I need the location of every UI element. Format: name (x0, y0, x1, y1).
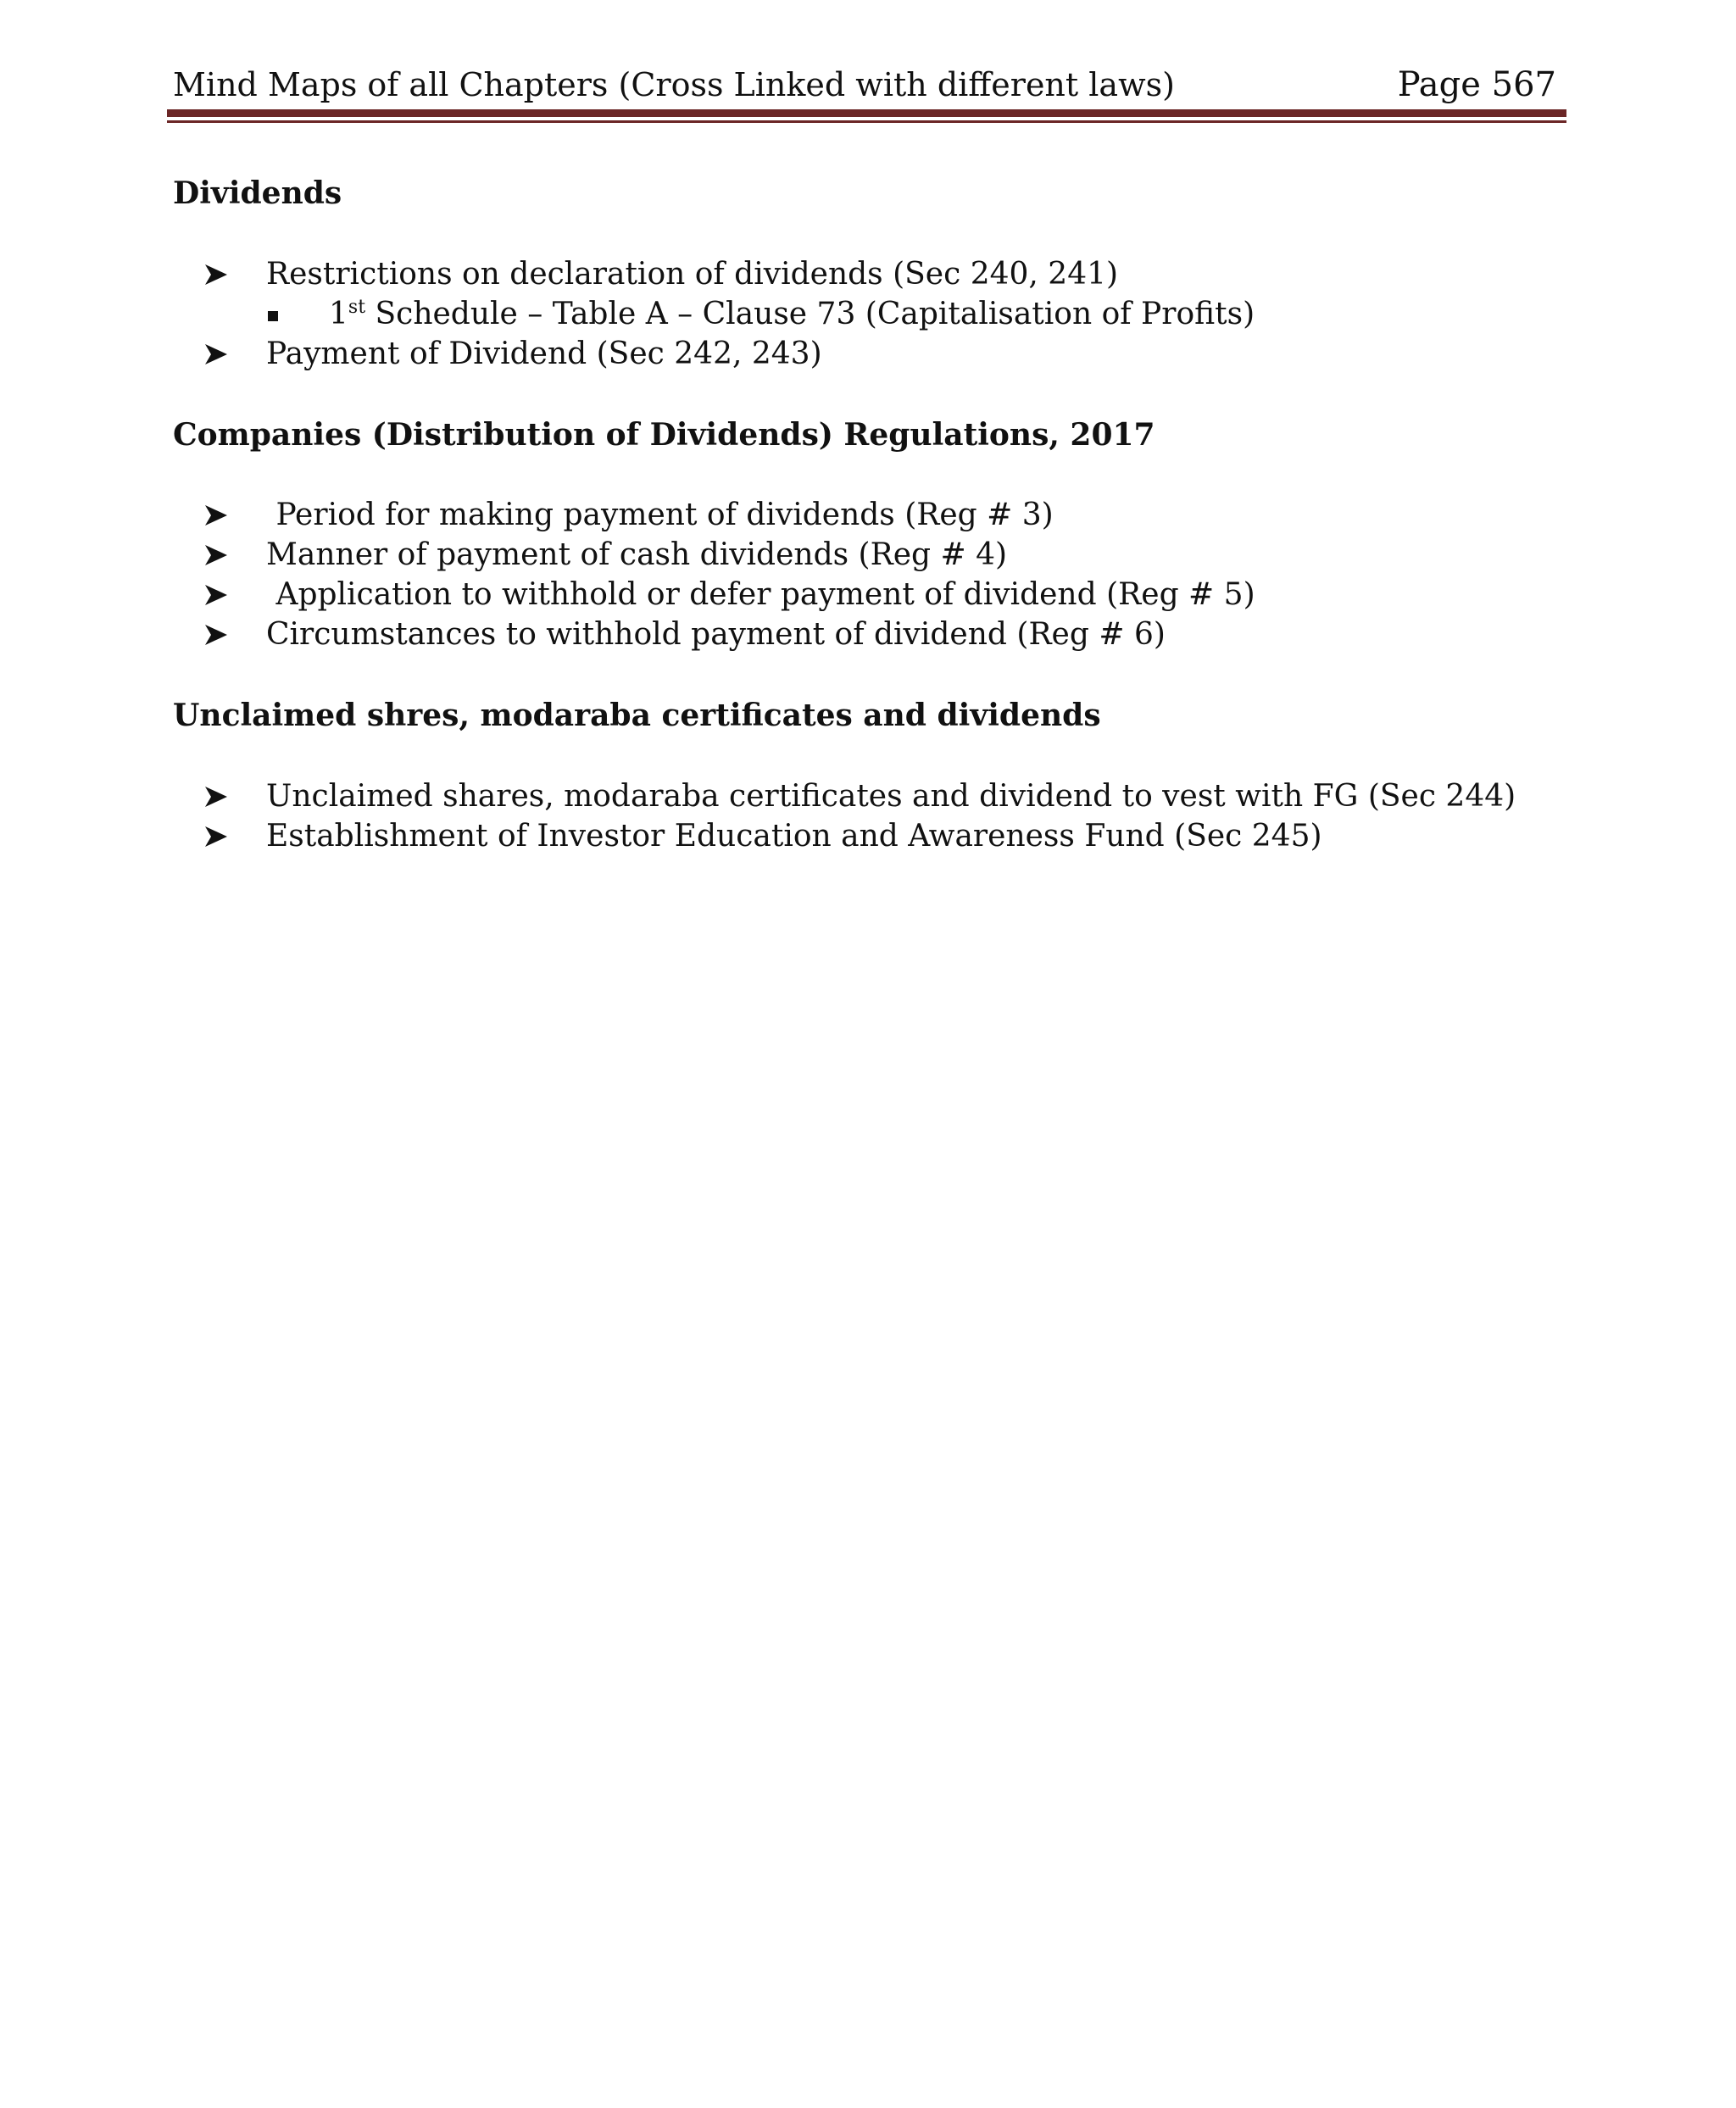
arrow-bullet-icon (203, 583, 229, 607)
header-page-number: Page 567 (1397, 65, 1556, 104)
arrow-bullet-icon (203, 263, 229, 286)
square-bullet-icon (268, 311, 278, 321)
arrow-bullet-icon (203, 342, 229, 366)
section-heading-unclaimed: Unclaimed shres, modaraba certificates and dividends (173, 698, 1101, 733)
section-heading-regulations: Companies (Distribution of Dividends) Regulations, 2017 (173, 417, 1155, 453)
list-item-text: Period for making payment of dividends (Reg # 3) (266, 498, 1054, 532)
arrow-bullet-icon (203, 785, 229, 809)
arrow-bullet-icon (203, 503, 229, 527)
section-heading-dividends: Dividends (173, 175, 342, 211)
list-item-text: Application to withhold or defer payment of dividend (Reg # 5) (266, 577, 1255, 612)
header-title: Mind Maps of all Chapters (Cross Linked with different laws) (173, 66, 1175, 103)
header-rule-thick (167, 109, 1566, 117)
list-item-text: Establishment of Investor Education and Awareness Fund (Sec 245) (266, 819, 1322, 854)
list-item-text: Circumstances to withhold payment of dividend (Reg # 6) (266, 617, 1166, 652)
list-item-text: Payment of Dividend (Sec 242, 243) (266, 337, 822, 371)
sub-list-item-text: 1st Schedule – Table A – Clause 73 (Capitalisation of Profits) (329, 297, 1255, 331)
page-header (173, 61, 1556, 112)
arrow-bullet-icon (203, 543, 229, 567)
list-item-text: Restrictions on declaration of dividends (Sec 240, 241) (266, 257, 1119, 292)
list-item-text: Manner of payment of cash dividends (Reg # 4) (266, 537, 1008, 572)
arrow-bullet-icon (203, 623, 229, 647)
list-item-text: Unclaimed shares, modaraba certificates and dividend to vest with FG (Sec 244) (266, 779, 1516, 814)
header-rule-thin (167, 120, 1566, 123)
arrow-bullet-icon (203, 825, 229, 848)
